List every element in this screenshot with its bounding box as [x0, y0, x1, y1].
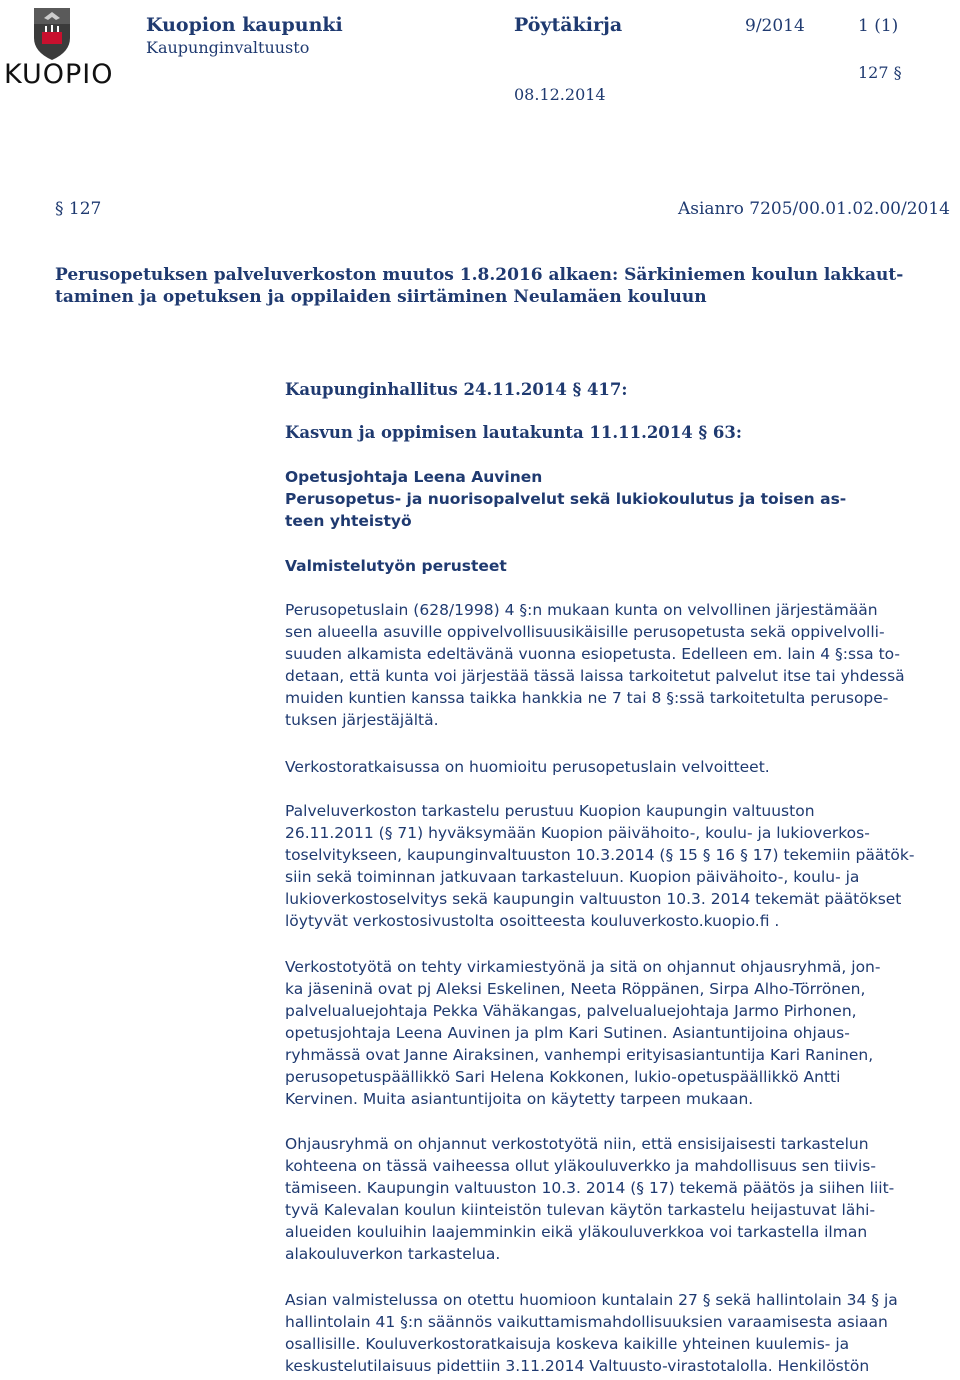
paragraph-line: detaan, että kunta voi järjestää tässä laissa tarkoitetut palvelut itse tai yhdessä [285, 667, 905, 685]
case-title-line: taminen ja opetuksen ja oppilaiden siirtäminen Neulamäen kouluun [55, 287, 707, 307]
paragraph-line: siin sekä toiminnan jatkuvaan tarkasteluun. Kuopion päivähoito-, koulu- ja [285, 868, 860, 886]
organization-unit: Kaupunginvaltuusto [146, 38, 310, 57]
document-number: 9/2014 [745, 16, 805, 36]
paragraph-line: ka jäseninä ovat pj Aleksi Eskelinen, Neeta Röppänen, Sirpa Alho-Törrönen, [285, 980, 866, 998]
paragraph-line: keskustelutilaisuus pidettiin 3.11.2014 Valtuusto-virastotalolla. Henkilöstön [285, 1357, 870, 1375]
kuopio-logo [4, 4, 114, 96]
prior-handling-board: Kaupunginhallitus 24.11.2014 § 417: [285, 380, 628, 399]
paragraph-network-review [285, 800, 955, 932]
paragraph-consultation [285, 1289, 955, 1377]
case-title [55, 264, 950, 308]
case-title-line: Perusopetuksen palveluverkoston muutos 1.8.2016 alkaen: Särkiniemen koulun lakkaut- [55, 265, 904, 285]
paragraph-line: hallintolain 41 §:n säännös vaikuttamismahdollisuuksien varaamisesta asiaan [285, 1313, 888, 1331]
organization-name: Kuopion kaupunki [146, 14, 343, 36]
paragraph-line: kohteena on tässä vaiheessa ollut yläkouluverkko ja mahdollisuus sen tiivis- [285, 1157, 876, 1175]
prior-handling-committee: Kasvun ja oppimisen lautakunta 11.11.2014 § 63: [285, 423, 742, 442]
meeting-date: 08.12.2014 [514, 85, 606, 104]
paragraph-line: Verkostoratkaisussa on huomioitu perusopetuslain velvoitteet. [285, 758, 770, 776]
case-reference-number: Asianro 7205/00.01.02.00/2014 [677, 199, 950, 219]
document-type: Pöytäkirja [514, 14, 623, 36]
paragraph-line: opetusjohtaja Leena Auvinen ja plm Kari Sutinen. Asiantuntijoina ohjaus- [285, 1024, 850, 1042]
section-heading: Valmistelutyön perusteet [285, 557, 507, 575]
coat-of-arms-icon [4, 4, 100, 62]
section-number: 127 § [858, 63, 902, 82]
paragraph-line: Ohjausryhmä on ohjannut verkostotyötä niin, että ensisijaisesti tarkastelun [285, 1135, 869, 1153]
preparer-unit [285, 488, 955, 532]
paragraph-line: lukioverkostoselvitys sekä kaupungin valtuuston 10.3. 2014 tekemät päätökset [285, 890, 902, 908]
paragraph-line: Kervinen. Muita asiantuntijoita on käytetty tarpeen mukaan. [285, 1090, 754, 1108]
logo-wordmark: KUOPIO [4, 59, 114, 90]
paragraph-line: muiden kuntien kanssa taikka hankkia ne 7 tai 8 §:ssä tarkoitetulta perusope- [285, 689, 889, 707]
paragraph-steering-group [285, 956, 955, 1110]
case-section-number: § 127 [55, 199, 102, 219]
paragraph-line: alakouluverkon tarkastelua. [285, 1245, 501, 1263]
preparer-name: Opetusjohtaja Leena Auvinen [285, 468, 543, 486]
paragraph-line: ryhmässä ovat Janne Airaksinen, vanhempi erityisasiantuntija Kari Raninen, [285, 1046, 874, 1064]
paragraph-line: löytyvät verkostosivustolta osoitteesta kouluverkosto.kuopio.fi . [285, 912, 780, 930]
paragraph-line: 26.11.2011 (§ 71) hyväksymään Kuopion päivähoito-, koulu- ja lukioverkos- [285, 824, 870, 842]
paragraph-line: Asian valmistelussa on otettu huomioon kuntalain 27 § sekä hallintolain 34 § ja [285, 1291, 898, 1309]
paragraph-line: Verkostotyötä on tehty virkamiestyönä ja sitä on ohjannut ohjausryhmä, jon- [285, 958, 881, 976]
preparer-unit-line: teen yhteistyö [285, 512, 412, 530]
paragraph-line: Palveluverkoston tarkastelu perustuu Kuopion kaupungin valtuuston [285, 802, 815, 820]
paragraph-steering-focus [285, 1133, 955, 1265]
paragraph-line: palvelualuejohtaja Pekka Vähäkangas, palvelualuejohtaja Jarmo Pirhonen, [285, 1002, 857, 1020]
paragraph-line: toselvitykseen, kaupunginvaltuuston 10.3.2014 (§ 15 § 16 § 17) tekemiin päätök- [285, 846, 915, 864]
paragraph-legal-basis [285, 599, 955, 731]
paragraph-line: tuksen järjestäjältä. [285, 711, 439, 729]
paragraph-line: suuden alkamista edeltävänä vuonna esiopetusta. Edelleen em. lain 4 §:ssa to- [285, 645, 901, 663]
paragraph-line: perusopetuspäällikkö Sari Helena Kokkonen, lukio-opetuspäällikkö Antti [285, 1068, 841, 1086]
preparer-unit-line: Perusopetus- ja nuorisopalvelut sekä lukiokoulutus ja toisen as- [285, 490, 847, 508]
page-count: 1 (1) [858, 16, 899, 36]
paragraph-line: sen alueella asuville oppivelvollisuusikäisille perusopetusta sekä oppivelvolli- [285, 623, 885, 641]
paragraph-line: Perusopetuslain (628/1998) 4 §:n mukaan kunta on velvollinen järjestämään [285, 601, 878, 619]
paragraph-line: tämiseen. Kaupungin valtuuston 10.3. 2014 (§ 17) tekemä päätös ja siihen liit- [285, 1179, 895, 1197]
paragraph-line: osallisille. Kouluverkostoratkaisuja koskeva kaikille yhteinen kuulemis- ja [285, 1335, 850, 1353]
paragraph-line: tyvä Kalevalan koulun kiinteistön tulevan käytön tarkastelu heijastuvat lähi- [285, 1201, 876, 1219]
paragraph-line: alueiden kouluihin laajemminkin eikä yläkouluverkkoa voi tarkastella ilman [285, 1223, 868, 1241]
paragraph-obligations [285, 756, 955, 778]
